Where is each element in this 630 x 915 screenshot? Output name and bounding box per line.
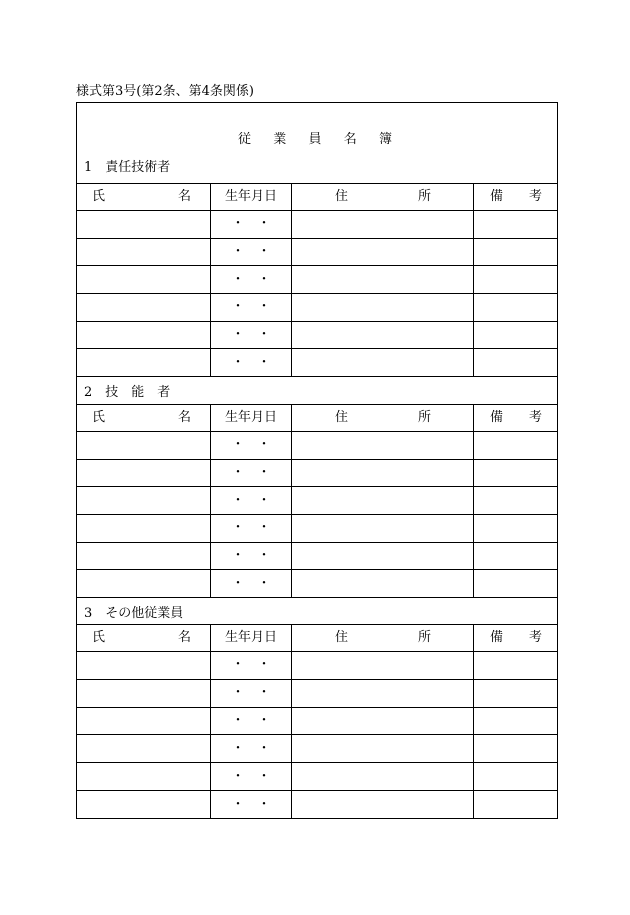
- name-cell: [77, 294, 211, 321]
- table-header-row: [77, 183, 557, 210]
- table-row: [77, 651, 557, 679]
- glyph: 考: [528, 189, 542, 204]
- birth-date-cell: ・ ・: [211, 543, 292, 570]
- name-cell: [77, 680, 211, 707]
- address-cell: [292, 791, 474, 818]
- birth-date-cell: ・ ・: [211, 570, 292, 597]
- address-cell: [292, 763, 474, 790]
- birth-date-cell: ・ ・: [211, 708, 292, 735]
- table-row: [77, 790, 557, 818]
- glyph: 名: [177, 630, 191, 645]
- header-name: [77, 184, 211, 210]
- form-number-label: 様式第3号(第2条、第4条関係): [76, 84, 254, 99]
- name-cell: [77, 652, 211, 679]
- address-cell: [292, 570, 474, 597]
- table-row: [77, 238, 557, 266]
- header-address: [292, 405, 474, 431]
- glyph: 名: [177, 189, 191, 204]
- glyph: 氏: [92, 410, 106, 425]
- table-row: [77, 265, 557, 293]
- glyph: 所: [417, 410, 431, 425]
- employee-roster-form: [76, 102, 558, 819]
- address-cell: [292, 211, 474, 238]
- glyph: 考: [528, 410, 542, 425]
- name-cell: [77, 763, 211, 790]
- name-cell: [77, 487, 211, 514]
- glyph: 従: [238, 132, 252, 147]
- table-row: [77, 348, 557, 376]
- remarks-cell: [474, 543, 557, 570]
- glyph: 業: [273, 132, 287, 147]
- header-address: [292, 184, 474, 210]
- glyph: 住: [335, 410, 349, 425]
- remarks-cell: [474, 652, 557, 679]
- header-name: [77, 625, 211, 651]
- remarks-cell: [474, 570, 557, 597]
- name-cell: [77, 239, 211, 266]
- header-birth-date: 生年月日: [211, 405, 292, 431]
- remarks-cell: [474, 211, 557, 238]
- address-cell: [292, 735, 474, 762]
- table-row: [77, 514, 557, 542]
- table-row: [77, 569, 557, 597]
- birth-date-cell: ・ ・: [211, 735, 292, 762]
- birth-date-cell: ・ ・: [211, 322, 292, 349]
- section-label-other-employees: 3 その他従業員: [77, 597, 557, 624]
- name-cell: [77, 322, 211, 349]
- table-row: [77, 542, 557, 570]
- header-birth-date: 生年月日: [211, 184, 292, 210]
- remarks-cell: [474, 763, 557, 790]
- header-birth-date: 生年月日: [211, 625, 292, 651]
- table-row: [77, 734, 557, 762]
- address-cell: [292, 680, 474, 707]
- address-cell: [292, 543, 474, 570]
- header-address: [292, 625, 474, 651]
- skilled-workers-table: [77, 404, 557, 597]
- remarks-cell: [474, 239, 557, 266]
- name-cell: [77, 791, 211, 818]
- address-cell: [292, 239, 474, 266]
- name-cell: [77, 543, 211, 570]
- birth-date-cell: ・ ・: [211, 460, 292, 487]
- name-cell: [77, 211, 211, 238]
- table-row: [77, 486, 557, 514]
- remarks-cell: [474, 432, 557, 459]
- glyph: 名: [177, 410, 191, 425]
- address-cell: [292, 432, 474, 459]
- address-cell: [292, 266, 474, 293]
- remarks-cell: [474, 294, 557, 321]
- birth-date-cell: ・ ・: [211, 680, 292, 707]
- form-header-area: [77, 103, 557, 183]
- table-row: [77, 431, 557, 459]
- address-cell: [292, 322, 474, 349]
- remarks-cell: [474, 349, 557, 376]
- section-label-chief-engineer: 1 責任技術者: [84, 160, 171, 175]
- name-cell: [77, 515, 211, 542]
- section-label-skilled-workers: 2 技 能 者: [77, 376, 557, 404]
- remarks-cell: [474, 515, 557, 542]
- name-cell: [77, 432, 211, 459]
- birth-date-cell: ・ ・: [211, 432, 292, 459]
- name-cell: [77, 266, 211, 293]
- address-cell: [292, 349, 474, 376]
- glyph: 氏: [92, 630, 106, 645]
- chief-engineer-table: [77, 183, 557, 376]
- name-cell: [77, 460, 211, 487]
- remarks-cell: [474, 680, 557, 707]
- glyph: 住: [335, 189, 349, 204]
- roster-title: [238, 132, 392, 148]
- name-cell: [77, 735, 211, 762]
- glyph: 備: [490, 410, 504, 425]
- birth-date-cell: ・ ・: [211, 763, 292, 790]
- birth-date-cell: ・ ・: [211, 515, 292, 542]
- remarks-cell: [474, 487, 557, 514]
- birth-date-cell: ・ ・: [211, 239, 292, 266]
- name-cell: [77, 708, 211, 735]
- table-row: [77, 762, 557, 790]
- glyph: 所: [417, 189, 431, 204]
- remarks-cell: [474, 791, 557, 818]
- address-cell: [292, 652, 474, 679]
- table-row: [77, 707, 557, 735]
- birth-date-cell: ・ ・: [211, 349, 292, 376]
- header-name: [77, 405, 211, 431]
- glyph: 備: [490, 630, 504, 645]
- remarks-cell: [474, 708, 557, 735]
- table-header-row: [77, 624, 557, 651]
- address-cell: [292, 487, 474, 514]
- remarks-cell: [474, 735, 557, 762]
- glyph: 住: [335, 630, 349, 645]
- header-remarks: [474, 405, 557, 431]
- glyph: 簿: [378, 132, 392, 147]
- glyph: 員: [308, 132, 322, 147]
- birth-date-cell: ・ ・: [211, 487, 292, 514]
- address-cell: [292, 515, 474, 542]
- glyph: 氏: [92, 189, 106, 204]
- remarks-cell: [474, 322, 557, 349]
- table-header-row: [77, 404, 557, 431]
- glyph: 名: [343, 132, 357, 147]
- header-remarks: [474, 625, 557, 651]
- birth-date-cell: ・ ・: [211, 294, 292, 321]
- other-employees-table: [77, 624, 557, 818]
- glyph: 所: [417, 630, 431, 645]
- remarks-cell: [474, 460, 557, 487]
- remarks-cell: [474, 266, 557, 293]
- address-cell: [292, 708, 474, 735]
- birth-date-cell: ・ ・: [211, 266, 292, 293]
- glyph: 考: [528, 630, 542, 645]
- name-cell: [77, 349, 211, 376]
- birth-date-cell: ・ ・: [211, 652, 292, 679]
- name-cell: [77, 570, 211, 597]
- glyph: 備: [490, 189, 504, 204]
- table-row: [77, 679, 557, 707]
- address-cell: [292, 460, 474, 487]
- address-cell: [292, 294, 474, 321]
- table-row: [77, 210, 557, 238]
- table-row: [77, 321, 557, 349]
- table-row: [77, 293, 557, 321]
- table-row: [77, 459, 557, 487]
- header-remarks: [474, 184, 557, 210]
- birth-date-cell: ・ ・: [211, 211, 292, 238]
- birth-date-cell: ・ ・: [211, 791, 292, 818]
